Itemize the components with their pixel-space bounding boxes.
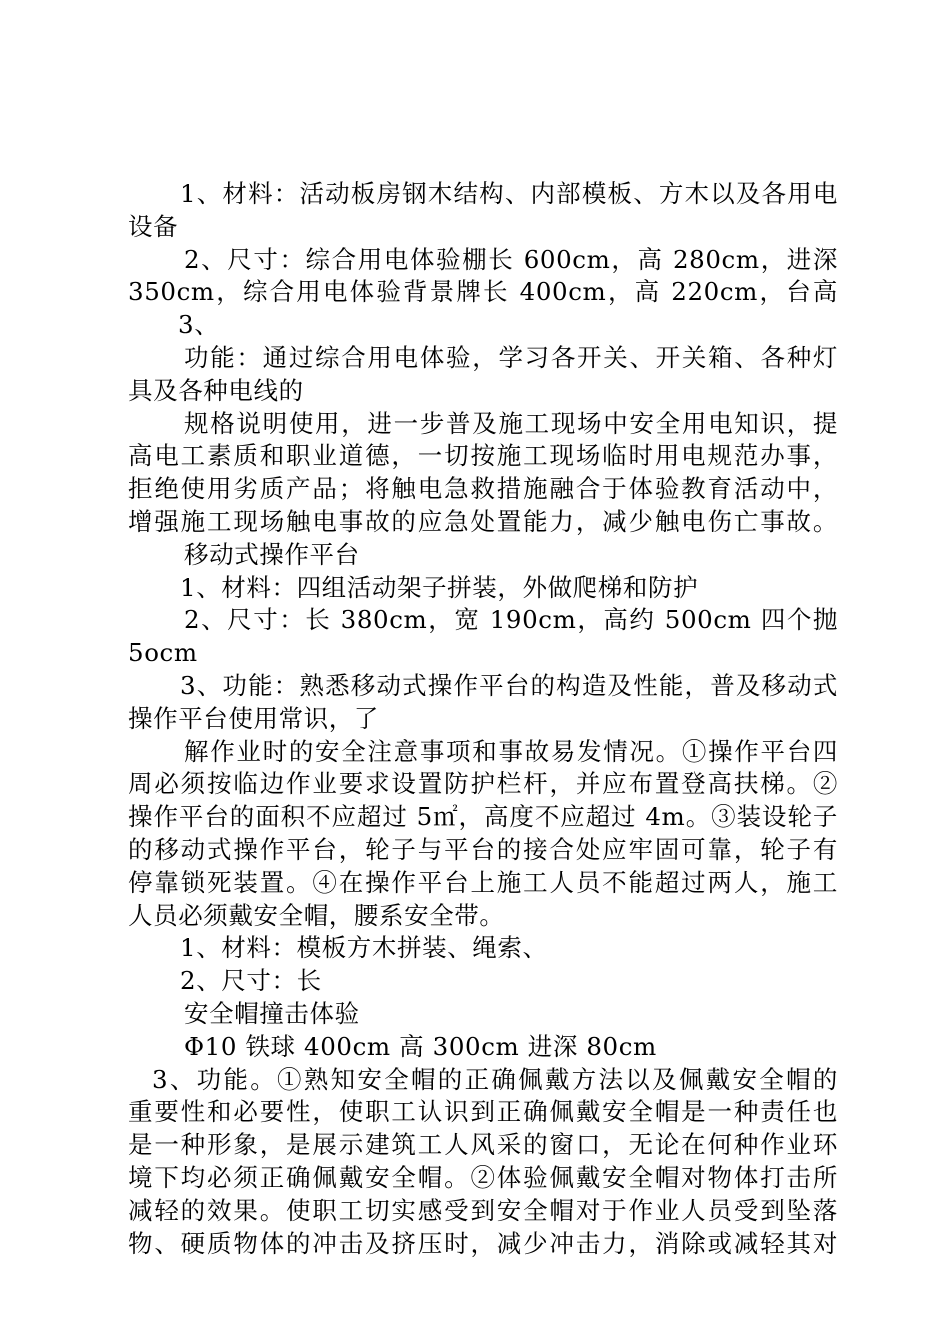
text-line: 停靠锁死装置。④在操作平台上施工人员不能超过两人，施工 — [128, 867, 838, 897]
text-line: 周必须按临边作业要求设置防护栏杆，并应布置登高扶梯。② — [128, 769, 838, 799]
text-line: 2、尺寸：长 — [180, 966, 322, 996]
text-line: 2、尺寸：长 380cm，宽 190cm，高约 500cm 四个抛 — [184, 605, 838, 635]
text-line: 功能：通过综合用电体验，学习各开关、开关箱、各种灯 — [184, 342, 838, 372]
text-line: 3、 — [178, 310, 220, 340]
text-line: 350cm，综合用电体验背景牌长 400cm，高 220cm，台高 — [128, 277, 838, 307]
section-heading: 安全帽撞击体验 — [184, 998, 360, 1028]
text-line: 的移动式操作平台，轮子与平台的接合处应牢固可靠，轮子有 — [128, 834, 838, 864]
text-line: 1、材料：活动板房钢木结构、内部模板、方木以及各用电 — [180, 179, 838, 208]
text-line: Φ10 铁球 400cm 高 300cm 进深 80cm — [184, 1031, 657, 1061]
text-line: 是一种形象，是展示建筑工人风采的窗口，无论在何种作业环 — [128, 1130, 838, 1160]
text-line: 重要性和必要性，使职工认识到正确佩戴安全帽是一种责任也 — [128, 1097, 838, 1127]
text-line: 3、功能。①熟知安全帽的正确佩戴方法以及佩戴安全帽的 — [152, 1064, 838, 1094]
text-line: 物、硬质物体的冲击及挤压时，减少冲击力，消除或减轻其对 — [128, 1228, 838, 1258]
text-line: 解作业时的安全注意事项和事故易发情况。①操作平台四 — [184, 736, 838, 766]
text-line: 5ocm — [128, 638, 198, 668]
text-line: 减轻的效果。使职工切实感受到安全帽对于作业人员受到坠落 — [128, 1195, 838, 1225]
text-line: 1、材料：模板方木拼装、绳索、 — [180, 933, 548, 963]
text-line: 拒绝使用劣质产品；将触电急救措施融合于体验教育活动中， — [128, 474, 838, 504]
text-line: 规格说明使用，进一步普及施工现场中安全用电知识，提 — [184, 408, 838, 438]
text-line: 操作平台使用常识，了 — [128, 703, 379, 733]
document-body — [128, 178, 838, 1260]
text-line: 设备 — [128, 211, 179, 241]
text-line: 人员必须戴安全帽，腰系安全带。 — [128, 900, 505, 930]
text-line: 2、尺寸：综合用电体验棚长 600cm，高 280cm，进深 — [184, 244, 838, 274]
text-line: 具及各种电线的 — [128, 375, 304, 405]
text-line: 3、功能：熟悉移动式操作平台的构造及性能，普及移动式 — [180, 670, 838, 700]
text-line: 操作平台的面积不应超过 5㎡，高度不应超过 4m。③装设轮子 — [128, 802, 838, 832]
section-heading: 移动式操作平台 — [184, 539, 360, 569]
text-line: 高电工素质和职业道德，一切按施工现场临时用电规范办事， — [128, 441, 838, 471]
text-line: 增强施工现场触电事故的应急处置能力，减少触电伤亡事故。 — [128, 506, 838, 536]
text-line: 1、材料：四组活动架子拼装，外做爬梯和防护 — [180, 572, 699, 602]
text-line: 境下均必须正确佩戴安全帽。②体验佩戴安全帽对物体打击所 — [128, 1162, 838, 1192]
